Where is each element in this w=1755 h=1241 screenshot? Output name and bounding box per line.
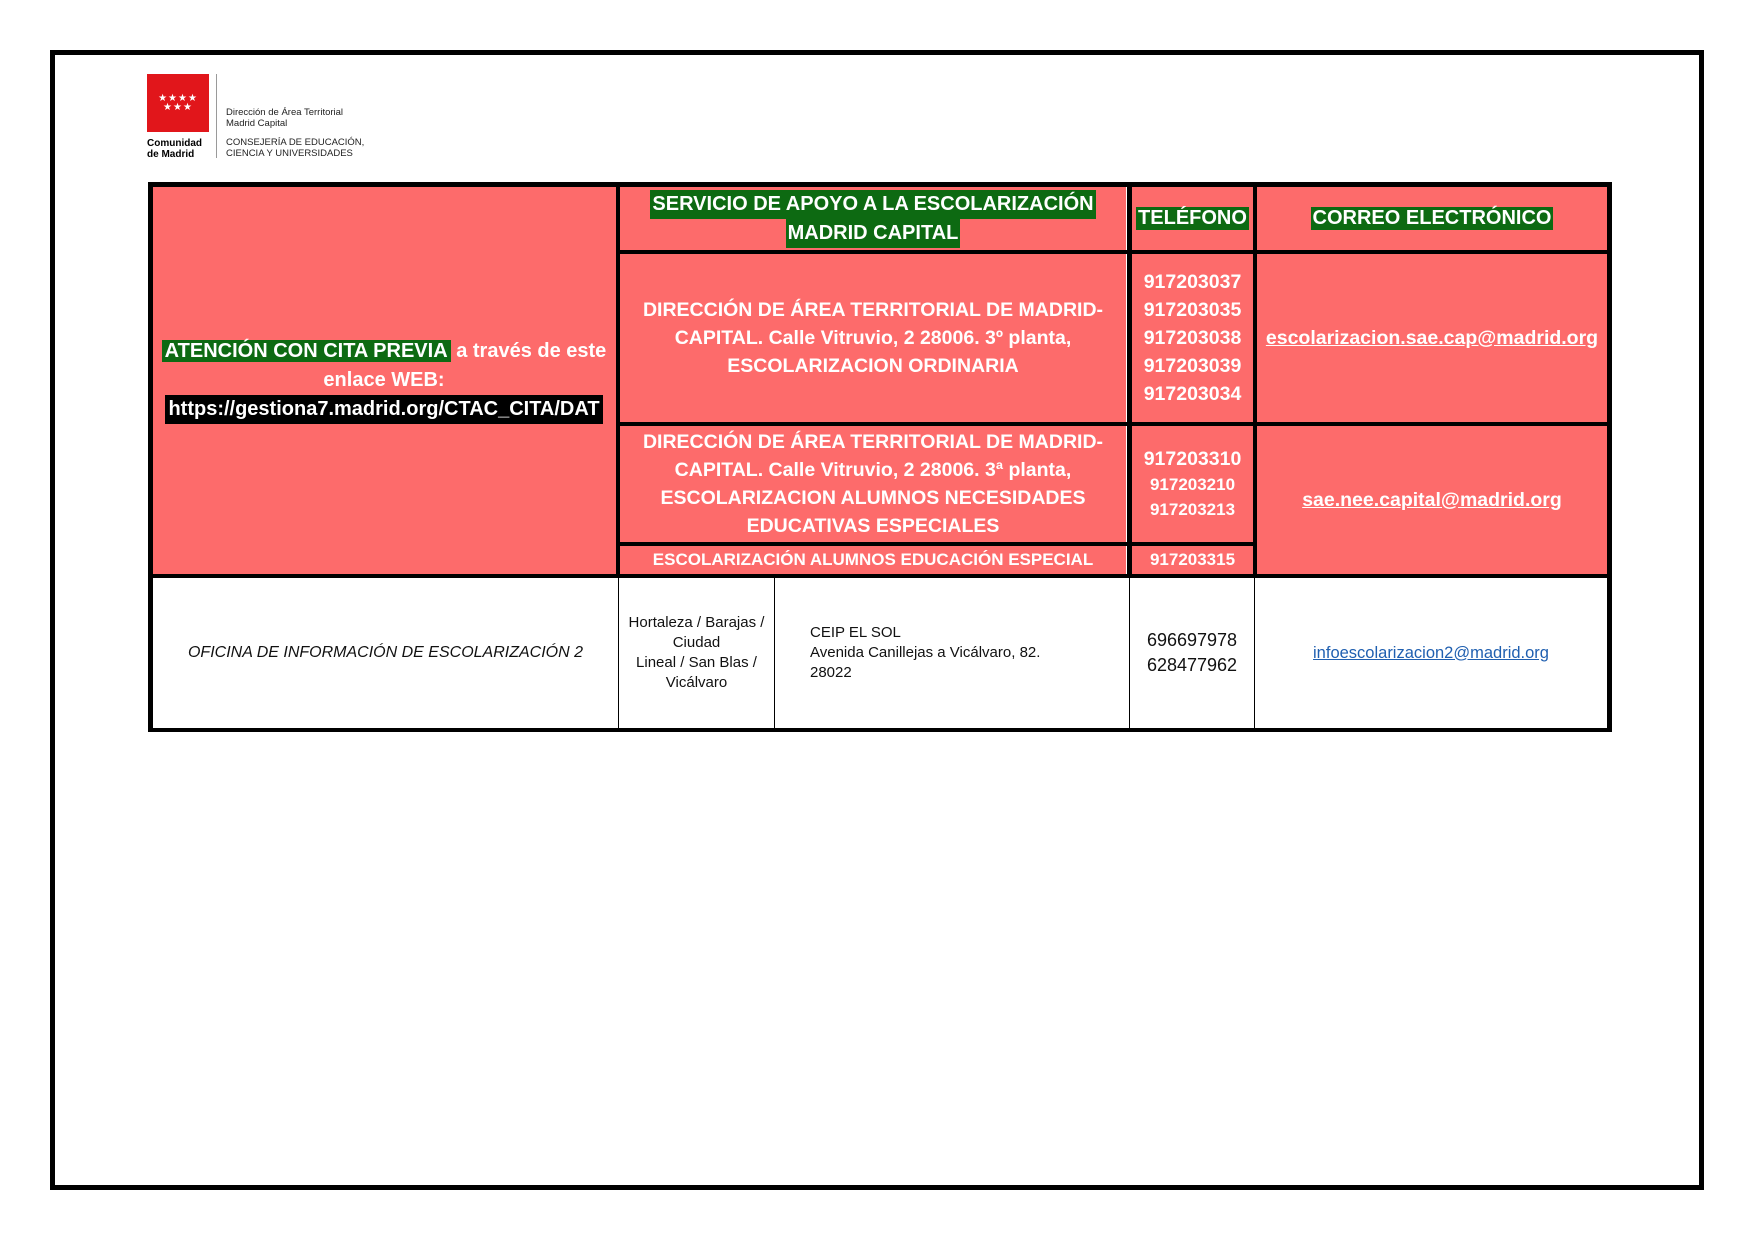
row1-phone[interactable]: 917203038 — [1143, 327, 1242, 349]
service-header — [620, 187, 1126, 250]
row-divider-header — [620, 250, 1607, 254]
email-header — [1257, 187, 1607, 250]
table-top-border — [148, 182, 1612, 187]
row1-email-cell — [1257, 254, 1607, 422]
logo-consejeria: CONSEJERÍA DE EDUCACIÓN, CIENCIA Y UNIVERSIDADES — [226, 137, 365, 159]
service-header-line1: SERVICIO DE APOYO A LA ESCOLARIZACIÓN — [650, 190, 1095, 219]
row1-email-link[interactable]: escolarizacion.sae.cap@madrid.org — [1265, 326, 1599, 349]
office-districts: Hortaleza / Barajas / Ciudad Lineal / San Blas / Vicálvaro — [628, 614, 765, 691]
row3-description: ESCOLARIZACIÓN ALUMNOS EDUCACIÓN ESPECIAL — [620, 546, 1126, 574]
row2-email-cell — [1257, 426, 1607, 574]
appointment-url[interactable]: https://gestiona7.madrid.org/CTAC_CITA/DAT — [165, 395, 602, 424]
office-divider-2 — [774, 578, 775, 728]
office-name: OFICINA DE INFORMACIÓN DE ESCOLARIZACIÓN 2 — [187, 644, 583, 661]
row1-phones — [1132, 254, 1253, 422]
logo-dept: Dirección de Área Territorial Madrid Capital — [226, 107, 344, 129]
office-phone[interactable]: 628477962 — [1146, 655, 1238, 675]
row1-phone[interactable]: 917203037 — [1143, 271, 1242, 293]
office-phone[interactable]: 696697978 — [1146, 630, 1238, 650]
row2-email-link[interactable]: sae.nee.capital@madrid.org — [1302, 488, 1562, 511]
row-divider-1 — [620, 422, 1607, 426]
appointment-highlight: ATENCIÓN CON CITA PREVIA — [162, 340, 451, 362]
row2-description: DIRECCIÓN DE ÁREA TERRITORIAL DE MADRID- CAPITAL. Calle Vitruvio, 2 28006. 3ª planta, ESCOLARIZACION ALUMNOS NECESIDADES EDUCATIVAS ESPECIALES — [620, 426, 1126, 542]
office-email-link[interactable]: infoescolarizacion2@madrid.org — [1313, 643, 1549, 662]
logo-divider — [216, 74, 217, 158]
table-right-border — [1607, 182, 1612, 732]
service-header-line2: MADRID CAPITAL — [786, 219, 961, 248]
office-name-cell — [153, 578, 618, 728]
phone-header-label: TELÉFONO — [1138, 207, 1247, 229]
col-divider-2 — [1127, 182, 1132, 578]
table-bottom-border — [148, 728, 1612, 732]
appointment-text-line2: enlace WEB: — [323, 369, 445, 391]
row2-phone[interactable]: 917203210 — [1149, 474, 1236, 494]
phone-header — [1132, 187, 1253, 250]
appointment-cell — [152, 187, 616, 574]
stars-icon: ★★★★ ★★★ — [158, 93, 198, 113]
row1-description: DIRECCIÓN DE ÁREA TERRITORIAL DE MADRID- CAPITAL. Calle Vitruvio, 2 28006. 3º planta, ESCOLARIZACION ORDINARIA — [620, 254, 1126, 422]
row3-phone-cell — [1132, 546, 1253, 574]
row1-phone[interactable]: 917203035 — [1143, 299, 1242, 321]
col-divider-1 — [616, 182, 620, 578]
row-divider-2 — [620, 542, 1257, 546]
row1-phone[interactable]: 917203034 — [1143, 383, 1242, 405]
appointment-text: a través de este — [456, 340, 607, 362]
col-divider-3 — [1253, 182, 1257, 578]
office-school: CEIP EL SOL — [810, 624, 901, 641]
row1-phone[interactable]: 917203039 — [1143, 355, 1242, 377]
office-phones — [1130, 578, 1254, 728]
row2-phone[interactable]: 917203213 — [1149, 499, 1236, 519]
office-email-cell — [1255, 578, 1607, 728]
row2-phone[interactable]: 917203310 — [1143, 447, 1242, 470]
email-header-label: CORREO ELECTRÓNICO — [1312, 207, 1552, 229]
row2-phones — [1132, 426, 1253, 542]
logo-org-name: Comunidad de Madrid — [147, 138, 202, 160]
row3-phone[interactable]: 917203315 — [1149, 550, 1236, 569]
office-address: CEIP EL SOL Avenida Canillejas a Vicálvaro, 82. 28022 — [810, 624, 1041, 681]
